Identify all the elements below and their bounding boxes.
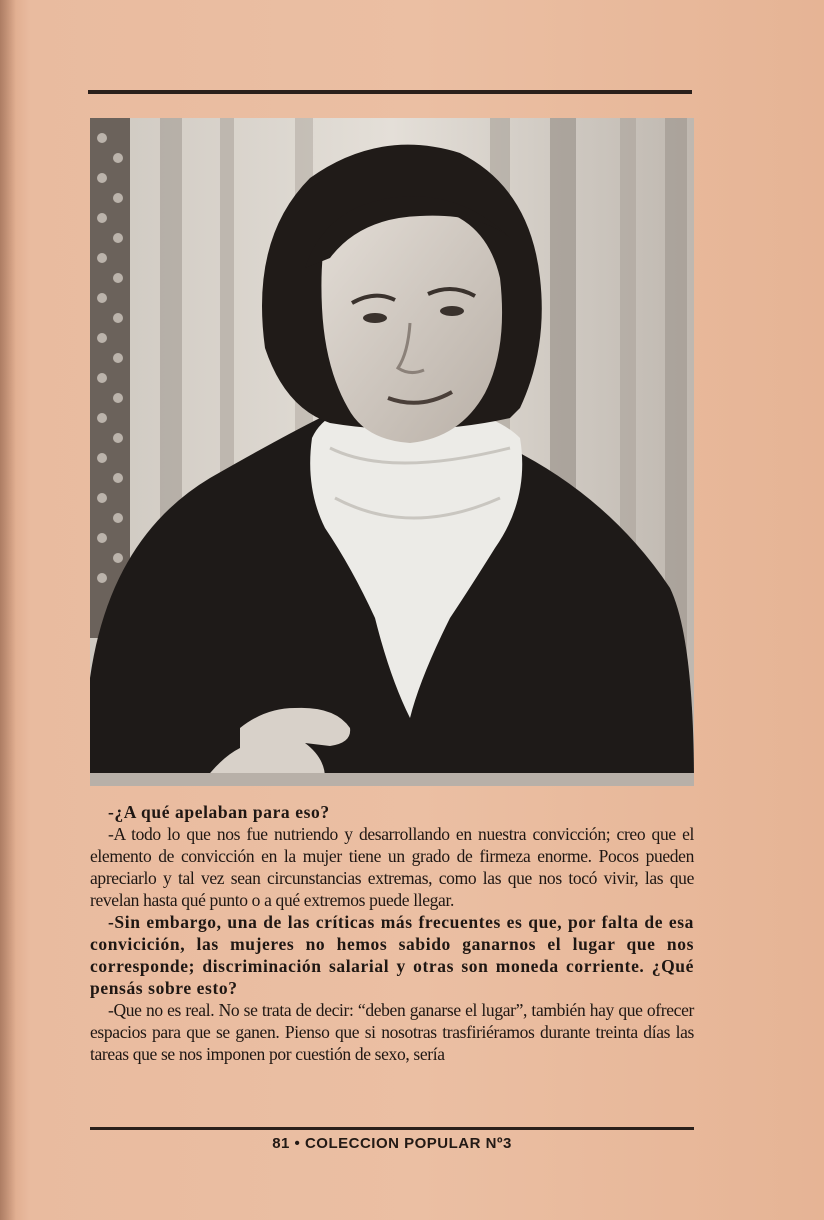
portrait-photo xyxy=(90,118,694,786)
article-text xyxy=(90,801,694,1065)
interview-question: -¿A qué apelaban para eso? xyxy=(108,802,330,822)
page-edge-shadow xyxy=(0,0,16,1220)
interview-answer: -A todo lo que nos fue nutriendo y desarrollando en nuestra convicción; creo que el elemento de convicción en la mujer tiene un grado de firmeza enorme. Pocos pueden apreciarlo y tal vez sean circunstancias extremas, como las que nos tocó vivir, las que revelan hasta qué punto o a qué extremos puede llegar. xyxy=(90,824,694,910)
page-footer: 81 • COLECCION POPULAR Nº3 xyxy=(272,1135,512,1152)
bottom-rule xyxy=(90,1127,694,1130)
interview-question: -Sin embargo, una de las críticas más frecuentes es que, por falta de esa convicición, las mujeres no hemos sabido ganarnos el lugar que nos corresponde; discriminación salarial y otras son moneda corriente. ¿Qué pensás sobre esto? xyxy=(90,912,694,998)
top-rule xyxy=(88,90,692,94)
interview-answer: -Que no es real. No se trata de decir: “deben ganarse el lugar”, también hay que ofrecer espacios para que se ganen. Pienso que si nosotras trasfiriéramos durante treinta días las tareas que se nos imponen por cuestión de sexo, sería xyxy=(90,1000,694,1064)
